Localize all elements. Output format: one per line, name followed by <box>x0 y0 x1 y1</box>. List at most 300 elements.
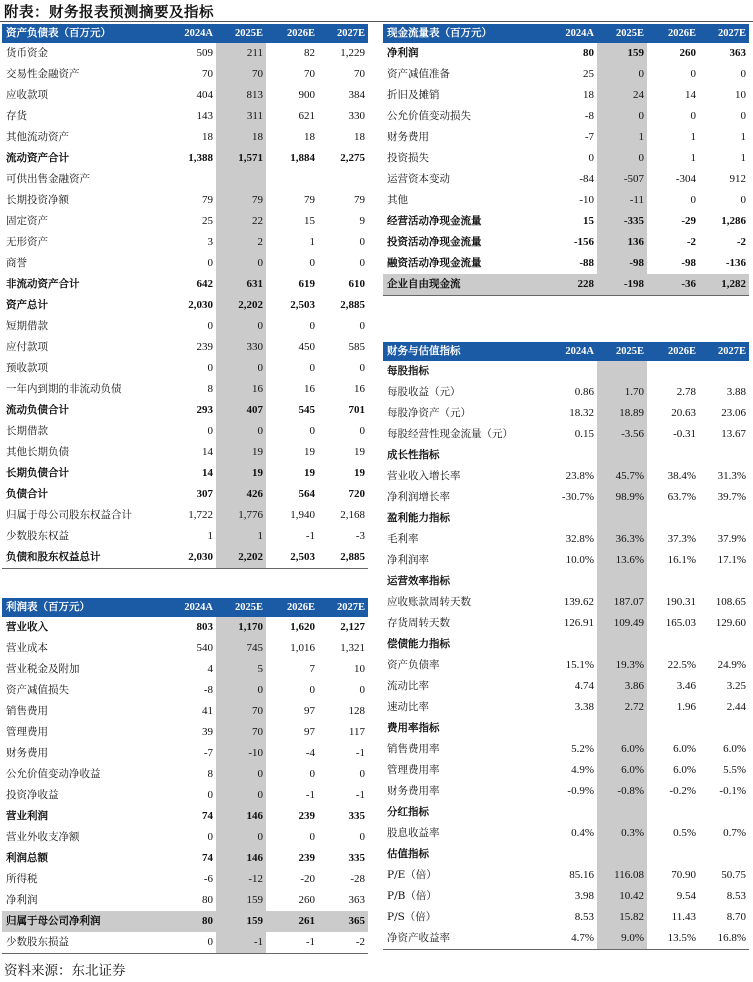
value-cell: 0 <box>597 106 647 127</box>
table-row <box>383 211 749 232</box>
valuation-ratios-table <box>383 342 749 950</box>
column-header: 2026E <box>266 24 318 43</box>
table-row <box>2 722 368 743</box>
row-label: 归属于母公司净利润 <box>2 911 158 932</box>
value-cell <box>699 361 749 382</box>
value-cell: 1,940 <box>290 509 315 521</box>
row-label: 流动负债合计 <box>6 404 69 416</box>
row-label: P/E（倍） <box>387 869 437 881</box>
value-cell: 8.70 <box>726 911 746 923</box>
table-row <box>383 43 749 64</box>
section-row <box>383 802 749 823</box>
value-cell: 13.6% <box>597 550 647 571</box>
value-cell: -2 <box>686 236 696 248</box>
value-cell: 1 <box>597 127 647 148</box>
value-cell: 0 <box>597 148 647 169</box>
row-label: 财务费用 <box>387 131 429 143</box>
row-label: 营业外收支净额 <box>6 831 80 843</box>
table-header-row <box>2 24 368 43</box>
value-cell <box>597 844 647 865</box>
table-title: 现金流量表（百万元） <box>383 24 539 43</box>
value-cell: 0 <box>359 684 365 696</box>
value-cell: 0 <box>216 421 266 442</box>
value-cell: 39 <box>202 726 213 738</box>
value-cell: 23.06 <box>721 407 746 419</box>
value-cell: 745 <box>216 638 266 659</box>
table-header-row <box>383 342 749 361</box>
value-cell: 10.42 <box>597 886 647 907</box>
value-cell: 1.96 <box>676 701 696 713</box>
table-row <box>2 638 368 659</box>
value-cell: -198 <box>597 274 647 296</box>
value-cell <box>539 445 597 466</box>
value-cell <box>699 718 749 739</box>
value-cell: 0.15 <box>574 428 594 440</box>
income-statement-table <box>2 598 368 954</box>
row-label: 货币资金 <box>6 47 48 59</box>
value-cell: 70 <box>304 68 315 80</box>
row-label: 资产总计 <box>6 299 48 311</box>
value-cell: 128 <box>348 705 365 717</box>
value-cell <box>699 844 749 865</box>
value-cell: 17.1% <box>717 554 746 566</box>
value-cell <box>539 361 597 382</box>
value-cell: 82 <box>304 47 315 59</box>
value-cell: 0 <box>309 320 315 332</box>
value-cell: 19 <box>354 446 365 458</box>
value-cell: -20 <box>300 873 315 885</box>
value-cell: 365 <box>318 911 368 932</box>
value-cell: 610 <box>348 278 365 290</box>
table-row <box>383 382 749 403</box>
table-row <box>2 680 368 701</box>
value-cell: 0.3% <box>597 823 647 844</box>
table-row <box>2 848 368 869</box>
value-cell: 642 <box>196 278 213 290</box>
value-cell: -4 <box>305 747 315 759</box>
section-label: 运营效率指标 <box>387 575 450 587</box>
value-cell: 25 <box>202 215 213 227</box>
table-row <box>383 781 749 802</box>
row-label: 资产减值准备 <box>387 68 450 80</box>
value-cell <box>647 634 699 655</box>
value-cell: -1 <box>266 932 318 954</box>
value-cell: -12 <box>216 869 266 890</box>
table-row <box>2 932 368 954</box>
table-row <box>2 505 368 526</box>
value-cell: 10 <box>735 89 746 101</box>
value-cell <box>699 445 749 466</box>
value-cell: 1 <box>309 236 315 248</box>
value-cell <box>597 634 647 655</box>
value-cell: 330 <box>348 110 365 122</box>
value-cell: -1 <box>216 932 266 954</box>
row-label: 存货 <box>6 110 27 122</box>
value-cell: 701 <box>348 404 365 416</box>
table-row <box>383 739 749 760</box>
value-cell: 0 <box>216 316 266 337</box>
column-header: 2024A <box>539 342 597 361</box>
value-cell: 16 <box>216 379 266 400</box>
value-cell: 37.9% <box>717 533 746 545</box>
table-row <box>383 190 749 211</box>
value-cell: 19 <box>304 446 315 458</box>
value-cell: 19 <box>216 442 266 463</box>
value-cell: 10.0% <box>565 554 594 566</box>
value-cell: 18.89 <box>597 403 647 424</box>
table-row <box>383 676 749 697</box>
row-label: 折旧及摊销 <box>387 89 440 101</box>
row-label: 少数股东权益 <box>6 530 69 542</box>
table-row <box>383 274 749 296</box>
value-cell: 803 <box>196 621 213 633</box>
value-cell: -1 <box>355 789 365 801</box>
value-cell: -88 <box>579 257 594 269</box>
value-cell: -0.1% <box>719 785 746 797</box>
value-cell: 450 <box>298 341 315 353</box>
value-cell: 2,127 <box>340 621 365 633</box>
value-cell: -29 <box>681 215 696 227</box>
value-cell: 79 <box>216 190 266 211</box>
value-cell: -7 <box>203 747 213 759</box>
value-cell: 0 <box>216 358 266 379</box>
row-label: 交易性金融资产 <box>6 68 80 80</box>
value-cell: -11 <box>597 190 647 211</box>
value-cell: -98 <box>681 257 696 269</box>
value-cell: 0 <box>207 257 213 269</box>
table-row <box>383 592 749 613</box>
value-cell: 15 <box>304 215 315 227</box>
value-cell: 19 <box>354 467 365 479</box>
value-cell: 0 <box>597 64 647 85</box>
value-cell <box>699 634 749 655</box>
table-row <box>383 613 749 634</box>
table-row <box>2 358 368 379</box>
row-label: 营业收入增长率 <box>387 470 461 482</box>
table-row <box>2 127 368 148</box>
value-cell: 0 <box>359 320 365 332</box>
value-cell: 1,388 <box>188 152 213 164</box>
row-label: 营业收入 <box>6 621 48 633</box>
value-cell: 8 <box>207 768 213 780</box>
value-cell: 0 <box>207 831 213 843</box>
value-cell: 293 <box>196 404 213 416</box>
value-cell: 0 <box>309 768 315 780</box>
table-row <box>2 85 368 106</box>
value-cell: 5.5% <box>723 764 746 776</box>
value-cell: -8 <box>584 110 594 122</box>
value-cell: 335 <box>348 852 365 864</box>
row-label: 负债合计 <box>6 488 48 500</box>
value-cell: 18 <box>304 131 315 143</box>
value-cell: 2,503 <box>290 299 315 311</box>
value-cell: -30.7% <box>561 491 594 503</box>
table-row <box>2 421 368 442</box>
section-row <box>383 508 749 529</box>
column-header: 2027E <box>318 24 368 43</box>
value-cell: 1,016 <box>290 642 315 654</box>
value-cell: 13.5% <box>647 928 699 950</box>
table-row <box>383 253 749 274</box>
row-label: 商誉 <box>6 257 27 269</box>
value-cell: 14 <box>202 446 213 458</box>
value-cell: 80 <box>158 911 216 932</box>
value-cell: 41 <box>202 705 213 717</box>
section-row <box>383 361 749 382</box>
value-cell: 18 <box>216 127 266 148</box>
value-cell: 0 <box>359 768 365 780</box>
value-cell: 228 <box>539 274 597 296</box>
row-label: 销售费用率 <box>387 743 440 755</box>
value-cell <box>647 718 699 739</box>
section-label: 偿债能力指标 <box>387 638 450 650</box>
value-cell <box>597 802 647 823</box>
section-label: 成长性指标 <box>387 449 440 461</box>
value-cell: 139.62 <box>563 596 594 608</box>
row-label: 运营资本变动 <box>387 173 450 185</box>
value-cell: 0 <box>207 320 213 332</box>
table-row <box>2 295 368 316</box>
row-label: 管理费用率 <box>387 764 440 776</box>
column-header: 2027E <box>318 598 368 617</box>
value-cell: 136 <box>597 232 647 253</box>
value-cell: 384 <box>348 89 365 101</box>
column-header: 2026E <box>266 598 318 617</box>
row-label: 流动比率 <box>387 680 429 692</box>
value-cell: 260 <box>298 894 315 906</box>
table-row <box>2 400 368 421</box>
value-cell: 0 <box>588 152 594 164</box>
value-cell: 98.9% <box>597 487 647 508</box>
value-cell: 116.08 <box>597 865 647 886</box>
value-cell: 3.38 <box>574 701 594 713</box>
row-label: 每股净资产（元） <box>387 407 471 419</box>
value-cell: 0 <box>309 831 315 843</box>
row-label: 公允价值变动净收益 <box>6 768 101 780</box>
value-cell: -36 <box>647 274 699 296</box>
value-cell: -335 <box>597 211 647 232</box>
row-label: 应收账款周转天数 <box>387 596 471 608</box>
value-cell: 19.3% <box>597 655 647 676</box>
row-label: 固定资产 <box>6 215 48 227</box>
value-cell <box>597 571 647 592</box>
value-cell: 70.90 <box>671 869 696 881</box>
value-cell: 0 <box>158 932 216 954</box>
row-label: 企业自由现金流 <box>383 274 539 296</box>
value-cell: 363 <box>729 47 746 59</box>
section-label: 盈利能力指标 <box>387 512 450 524</box>
value-cell: 0 <box>309 362 315 374</box>
value-cell: 260 <box>679 47 696 59</box>
value-cell: 720 <box>348 488 365 500</box>
table-title: 资产负债表（百万元） <box>2 24 158 43</box>
value-cell: 4 <box>207 663 213 675</box>
value-cell: 8.53 <box>574 911 594 923</box>
value-cell: 6.0% <box>597 760 647 781</box>
value-cell: -304 <box>675 173 696 185</box>
value-cell: 16 <box>354 383 365 395</box>
value-cell: -1 <box>305 789 315 801</box>
balance-sheet-table <box>2 24 368 569</box>
value-cell: -1 <box>355 747 365 759</box>
row-label: 每股收益（元） <box>387 386 461 398</box>
value-cell: 70 <box>202 68 213 80</box>
value-cell: 0 <box>207 789 213 801</box>
value-cell: -6 <box>203 873 213 885</box>
value-cell: 16 <box>304 383 315 395</box>
value-cell: 585 <box>348 341 365 353</box>
value-cell: 2,168 <box>340 509 365 521</box>
value-cell: 50.75 <box>721 869 746 881</box>
table-row <box>2 484 368 505</box>
row-label: 其他流动资产 <box>6 131 69 143</box>
value-cell: 239 <box>196 341 213 353</box>
row-label: 投资净收益 <box>6 789 59 801</box>
table-row <box>2 253 368 274</box>
value-cell <box>647 844 699 865</box>
value-cell: 0 <box>309 684 315 696</box>
value-cell: -98 <box>597 253 647 274</box>
value-cell: 1,776 <box>216 505 266 526</box>
value-cell: 80 <box>202 894 213 906</box>
value-cell: 1 <box>207 530 213 542</box>
value-cell: 0 <box>207 362 213 374</box>
table-row <box>383 403 749 424</box>
row-label: 净利润增长率 <box>387 491 450 503</box>
value-cell: 912 <box>729 173 746 185</box>
row-label: 长期负债合计 <box>6 467 69 479</box>
value-cell: 1 <box>740 131 746 143</box>
value-cell: 10 <box>354 663 365 675</box>
value-cell: 9 <box>359 215 365 227</box>
section-row <box>383 844 749 865</box>
value-cell: 0 <box>690 194 696 206</box>
value-cell: 3.25 <box>726 680 746 692</box>
table-row <box>383 85 749 106</box>
value-cell: 0 <box>216 785 266 806</box>
row-label: 少数股东损益 <box>2 932 158 954</box>
value-cell: 1,620 <box>290 621 315 633</box>
value-cell: 1 <box>740 152 746 164</box>
row-label: 长期借款 <box>6 425 48 437</box>
value-cell: 2 <box>216 232 266 253</box>
row-label: 可供出售金融资产 <box>6 173 90 185</box>
value-cell <box>597 445 647 466</box>
value-cell: -2 <box>736 236 746 248</box>
value-cell: 1,321 <box>340 642 365 654</box>
value-cell: 631 <box>216 274 266 295</box>
value-cell: 9.0% <box>597 928 647 950</box>
column-header: 2024A <box>158 24 216 43</box>
value-cell <box>699 508 749 529</box>
value-cell: 70 <box>216 64 266 85</box>
value-cell: -84 <box>579 173 594 185</box>
value-cell: 38.4% <box>667 470 696 482</box>
row-label: 一年内到期的非流动负债 <box>6 383 122 395</box>
table-row <box>2 316 368 337</box>
value-cell: 5 <box>216 659 266 680</box>
value-cell: 1,170 <box>216 617 266 638</box>
section-row <box>383 571 749 592</box>
table-row <box>383 169 749 190</box>
row-label: 资产减值损失 <box>6 684 69 696</box>
value-cell: 0 <box>359 236 365 248</box>
value-cell: 4.9% <box>571 764 594 776</box>
value-cell: 74 <box>202 810 213 822</box>
row-label: 预收款项 <box>6 362 48 374</box>
table-row <box>2 442 368 463</box>
table-row <box>2 743 368 764</box>
value-cell: 85.16 <box>569 869 594 881</box>
row-label: 销售费用 <box>6 705 48 717</box>
value-cell: 0.86 <box>574 386 594 398</box>
value-cell: -10 <box>216 743 266 764</box>
table-row <box>383 655 749 676</box>
value-cell: 24 <box>597 85 647 106</box>
section-row <box>383 718 749 739</box>
value-cell: 79 <box>354 194 365 206</box>
value-cell: -3 <box>355 530 365 542</box>
row-label: 速动比率 <box>387 701 429 713</box>
value-cell <box>647 508 699 529</box>
row-label: 财务费用 <box>6 747 48 759</box>
table-title: 利润表（百万元） <box>2 598 158 617</box>
value-cell: 11.43 <box>671 911 696 923</box>
value-cell: 190.31 <box>665 596 696 608</box>
column-header: 2026E <box>647 24 699 43</box>
value-cell: 330 <box>216 337 266 358</box>
value-cell: 0.4% <box>571 827 594 839</box>
table-row <box>2 526 368 547</box>
row-label: 每股经营性现金流量（元） <box>387 428 513 440</box>
table-row <box>2 547 368 569</box>
value-cell: 97 <box>304 726 315 738</box>
value-cell: -0.9% <box>567 785 594 797</box>
table-row <box>383 865 749 886</box>
value-cell: 2,202 <box>216 547 266 569</box>
value-cell: 8 <box>207 383 213 395</box>
value-cell: -10 <box>579 194 594 206</box>
row-label: 流动资产合计 <box>6 152 69 164</box>
table-row <box>2 337 368 358</box>
table-row <box>383 466 749 487</box>
value-cell: 79 <box>304 194 315 206</box>
value-cell <box>647 361 699 382</box>
column-header: 2027E <box>699 342 749 361</box>
row-label: 财务费用率 <box>387 785 440 797</box>
table-row <box>2 785 368 806</box>
value-cell: 2.44 <box>726 701 746 713</box>
row-label: 其他 <box>387 194 408 206</box>
page-title: 附表：财务报表预测摘要及指标 <box>4 4 214 21</box>
value-cell: 540 <box>196 642 213 654</box>
table-row <box>383 529 749 550</box>
value-cell: 2.72 <box>597 697 647 718</box>
value-cell <box>699 802 749 823</box>
value-cell: 2,885 <box>318 547 368 569</box>
value-cell: 813 <box>216 85 266 106</box>
value-cell <box>647 802 699 823</box>
value-cell: -2 <box>318 932 368 954</box>
row-label: 非流动资产合计 <box>6 278 80 290</box>
value-cell: 14 <box>685 89 696 101</box>
value-cell: 18.32 <box>569 407 594 419</box>
value-cell <box>539 508 597 529</box>
value-cell: 1,282 <box>699 274 749 296</box>
value-cell: -1 <box>305 530 315 542</box>
value-cell: 6.0% <box>723 743 746 755</box>
value-cell <box>699 571 749 592</box>
